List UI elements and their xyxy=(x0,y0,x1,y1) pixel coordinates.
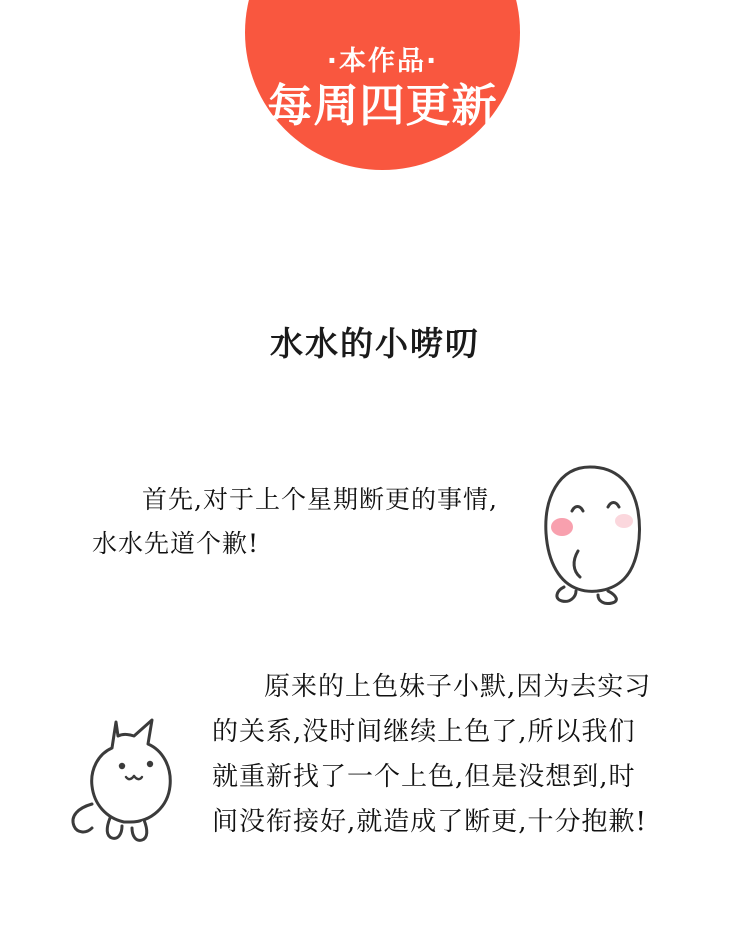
page-title: 水水的小唠叨 xyxy=(270,324,480,363)
update-schedule-badge xyxy=(245,0,520,170)
badge-main-label: 每周四更新 xyxy=(267,79,498,132)
paragraph-second: 原来的上色妹子小默,因为去实习的关系,没时间继续上色了,所以我们就重新找了一个上色,但是没想到,时间没衔接好,就造成了断更,十分抱歉! xyxy=(212,672,652,837)
badge-top-label: ·本作品· xyxy=(326,46,439,77)
cat-illustration xyxy=(60,700,220,860)
blob-creature-illustration xyxy=(520,455,660,615)
paragraph-first: 首先,对于上个星期断更的事情,水水先道个歉! xyxy=(92,485,498,558)
